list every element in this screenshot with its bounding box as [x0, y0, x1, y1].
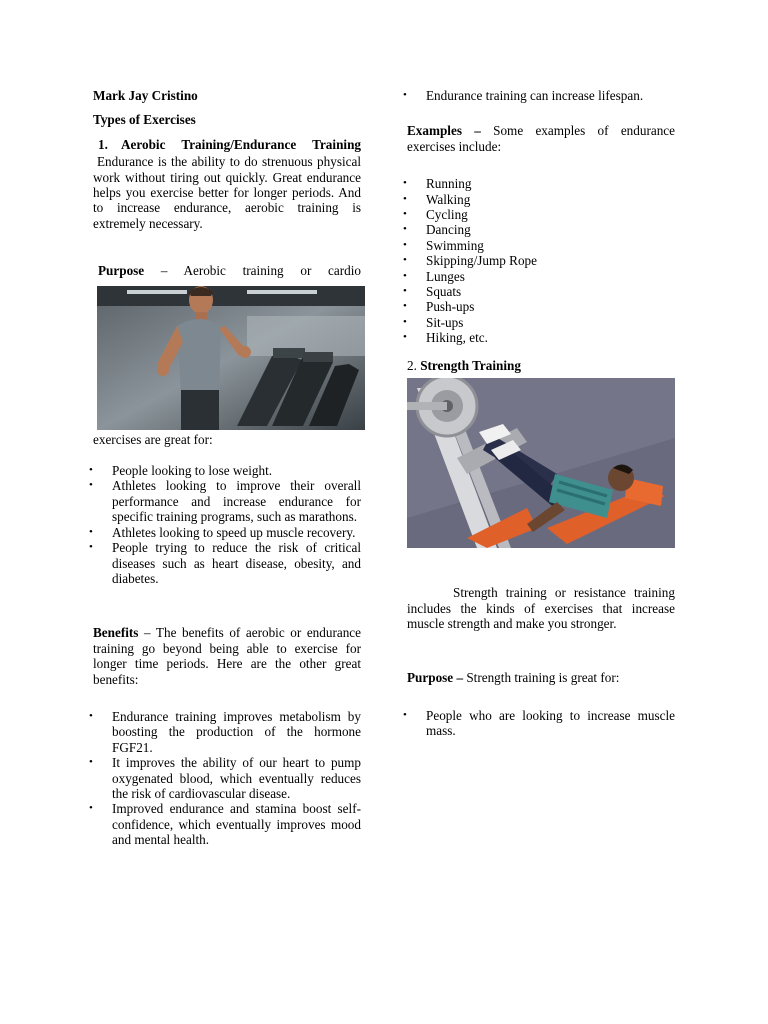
list-item: • Endurance training can increase lifespan.: [407, 88, 675, 103]
examples-label: Examples –: [407, 123, 481, 139]
document-heading: Types of Exercises: [93, 112, 196, 128]
aerobic-purpose-list: [93, 463, 361, 586]
section-1-number: 1.: [98, 136, 108, 152]
list-item: • Skipping/Jump Rope: [407, 253, 675, 268]
treadmill-runner-photo: [97, 286, 365, 430]
list-item: • Athletes looking to improve their overall performance and increase endurance for specific training programs, such as marathons.: [93, 478, 361, 524]
right-column: [407, 88, 675, 739]
list-item: • Athletes looking to speed up muscle recovery.: [93, 525, 361, 540]
list-item: • It improves the ability of our heart to pump oxygenated blood, which eventually reduces the risk of cardiovascular disease.: [93, 755, 361, 801]
leg-press-photo: [407, 378, 675, 548]
list-item: • Lunges: [407, 269, 675, 284]
list-item: • Hiking, etc.: [407, 330, 675, 345]
examples-text: Some examples of endurance exercises include:: [407, 123, 675, 154]
author-name: Mark Jay Cristino: [93, 88, 198, 103]
section-2-number: 2.: [407, 357, 417, 373]
strength-purpose-paragraph: [407, 670, 675, 685]
list-item: • Running: [407, 176, 675, 191]
left-column: [93, 88, 361, 848]
benefits-list-continued: [407, 88, 675, 103]
list-item: • Sit-ups: [407, 315, 675, 330]
purpose-label: Purpose: [98, 263, 145, 279]
list-item: • Dancing: [407, 222, 675, 237]
purpose-continued: exercises are great for:: [93, 431, 213, 447]
list-item: • Squats: [407, 284, 675, 299]
benefits-paragraph: [93, 625, 361, 687]
section-2-heading: [407, 358, 675, 373]
benefits-label: Benefits: [93, 625, 139, 641]
list-item: • Cycling: [407, 207, 675, 222]
section-1-title: Aerobic Training/Endurance Training: [121, 136, 361, 152]
endurance-intro: Endurance is the ability to do strenuous physical work without tiring out quickly. Great endurance helps you exercise better for longer periods. And to increase endurance, aerobic training is extremely necessary.: [93, 154, 361, 231]
section-2-title: Strength Training: [420, 357, 521, 373]
list-item: • Improved endurance and stamina boost self-confidence, which eventually improves mood and mental health.: [93, 801, 361, 847]
list-item: • Swimming: [407, 238, 675, 253]
purpose-text: – Aerobic training or cardio: [144, 263, 361, 279]
list-item: • People who are looking to increase muscle mass.: [407, 708, 675, 739]
purpose-paragraph: [93, 263, 361, 278]
aerobic-benefits-list: [93, 709, 361, 848]
examples-paragraph: [407, 123, 675, 154]
list-item: • People looking to lose weight.: [93, 463, 361, 478]
strength-purpose-text: Strength training is great for:: [463, 670, 620, 686]
endurance-examples-list: [407, 176, 675, 345]
list-item: • Endurance training improves metabolism by boosting the production of the hormone FGF21.: [93, 709, 361, 755]
list-item: • Walking: [407, 192, 675, 207]
strength-purpose-label: Purpose –: [407, 670, 464, 686]
list-item: • Push-ups: [407, 299, 675, 314]
strength-training-description: Strength training or resistance training includes the kinds of exercises that increase muscle strength and make you stronger.: [407, 585, 675, 631]
list-item: • People trying to reduce the risk of critical diseases such as heart disease, obesity, and diabetes.: [93, 540, 361, 586]
section-1-heading: [93, 137, 361, 152]
treadmill-runner-illustration: [97, 286, 365, 430]
leg-press-illustration: [407, 378, 675, 548]
benefits-text: – The benefits of aerobic or endurance training go beyond being able to exercise for longer time periods. Here are the other great benefits:: [93, 625, 361, 687]
strength-purpose-list: [407, 708, 675, 739]
